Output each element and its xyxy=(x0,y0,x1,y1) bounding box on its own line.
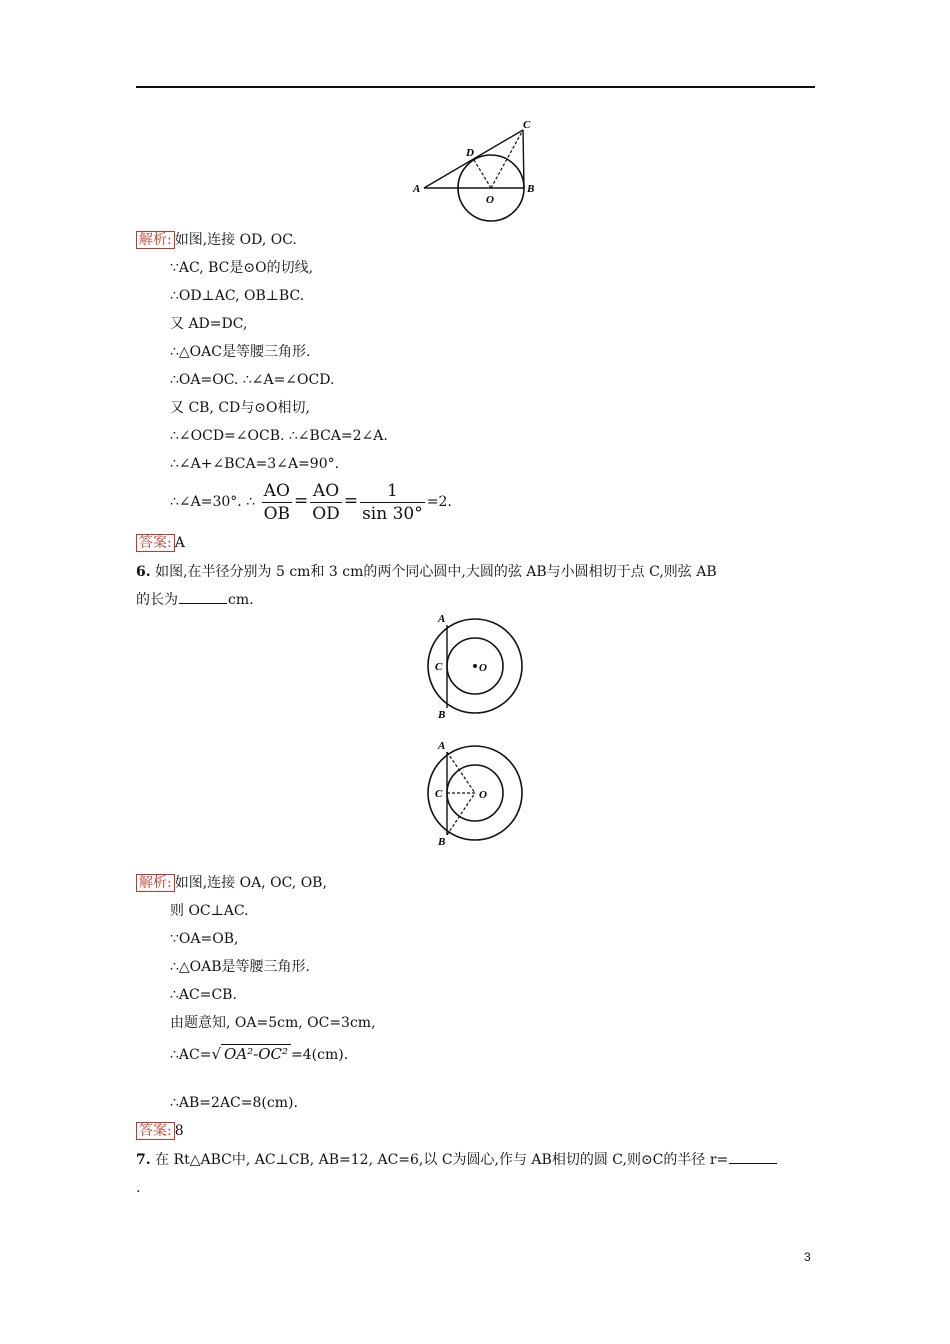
answer6-line: 答案: 8 xyxy=(136,1121,184,1141)
solution5-line3: ∴OD⊥AC, OB⊥BC. xyxy=(170,288,305,304)
fig1-label-b: B xyxy=(527,183,535,195)
fig6a-label-o: O xyxy=(479,662,487,674)
solution-tag: 解析: xyxy=(136,874,175,892)
figure-tangent-triangle xyxy=(410,118,550,226)
solution5-line8: ∴∠OCD=∠OCB. ∴∠BCA=2∠A. xyxy=(170,428,388,444)
fig6b-label-c: C xyxy=(435,788,443,800)
page-number: 3 xyxy=(804,1250,811,1264)
fig1-label-d: D xyxy=(466,147,474,159)
solution6-line8: ∴AB=2AC=8(cm). xyxy=(170,1095,298,1111)
figure-concentric-circles xyxy=(420,610,530,722)
question7-line1: 7. 在 Rt△ABC中, AC⊥CB, AB=12, AC=6,以 C为圆心,作与 AB相切的圆 C,则⊙C的半径 r= xyxy=(136,1150,778,1170)
solution5-line2: ∵AC, BC是⊙O的切线, xyxy=(170,260,314,276)
radical-expression: OA²-OC² xyxy=(221,1044,291,1063)
solution5-line10: ∴∠A=30°. ∴ $\frac{AO}{OB}$ = $\frac{AO}{OD}$ = $\frac{1}{\sin 30^\circ}$ =2. xyxy=(170,480,452,524)
fig6b-label-b: B xyxy=(438,836,446,848)
fig6b-label-a: A xyxy=(438,740,446,752)
solution5-line1: 解析: 如图,连接 OD, OC. xyxy=(136,230,297,250)
solution6-line4: ∴△OAB是等腰三角形. xyxy=(170,959,310,975)
question7-line2: . xyxy=(136,1180,141,1196)
solution5-line6: ∴OA=OC. ∴∠A=∠OCD. xyxy=(170,372,335,388)
answer-tag: 答案: xyxy=(136,534,175,552)
header-rule xyxy=(136,86,815,88)
solution6-line1: 解析: 如图,连接 OA, OC, OB, xyxy=(136,873,327,893)
solution5-line7: 又 CB, CD与⊙O相切, xyxy=(170,400,310,416)
answer-blank-6[interactable] xyxy=(179,591,227,604)
solution6-line5: ∴AC=CB. xyxy=(170,987,237,1003)
fig6a-label-a: A xyxy=(438,613,446,625)
fig1-label-a: A xyxy=(413,183,421,195)
solution6-line7: ∴AC=√ OA²-OC² =4(cm). xyxy=(170,1045,349,1063)
fig1-label-o: O xyxy=(486,194,494,206)
solution6-line3: ∵OA=OB, xyxy=(170,931,239,947)
fraction-ao-ob: $\frac{AO}{OB}$ xyxy=(263,480,290,524)
solution6-line2: 则 OC⊥AC. xyxy=(170,903,249,919)
answer5-line: 答案: A xyxy=(136,533,185,553)
answer-blank-7[interactable] xyxy=(729,1151,777,1164)
fraction-ao-od: $\frac{AO}{OD}$ xyxy=(312,480,340,524)
solution5-line9: ∴∠A+∠BCA=3∠A=90°. xyxy=(170,456,340,472)
fig6a-label-c: C xyxy=(435,661,443,673)
fig1-label-c: C xyxy=(523,119,531,131)
question6-line2: 的长为 cm. xyxy=(136,592,254,608)
fraction-one-sin30: $\frac{1}{\sin 30^\circ}$ xyxy=(362,480,423,524)
fig6b-label-o: O xyxy=(479,789,487,801)
solution5-line5: ∴△OAC是等腰三角形. xyxy=(170,344,311,360)
solution5-line4: 又 AD=DC, xyxy=(170,316,248,332)
figure-concentric-circles-solution xyxy=(420,737,530,849)
fig6a-label-b: B xyxy=(438,709,446,721)
question6-line1: 6. 如图,在半径分别为 5 cm和 3 cm的两个同心圆中,大圆的弦 AB与小圆相切于点 C,则弦 AB xyxy=(136,564,717,580)
solution6-line6: 由题意知, OA=5cm, OC=3cm, xyxy=(170,1015,376,1031)
solution-tag: 解析: xyxy=(136,231,175,249)
answer-tag: 答案: xyxy=(136,1122,175,1140)
